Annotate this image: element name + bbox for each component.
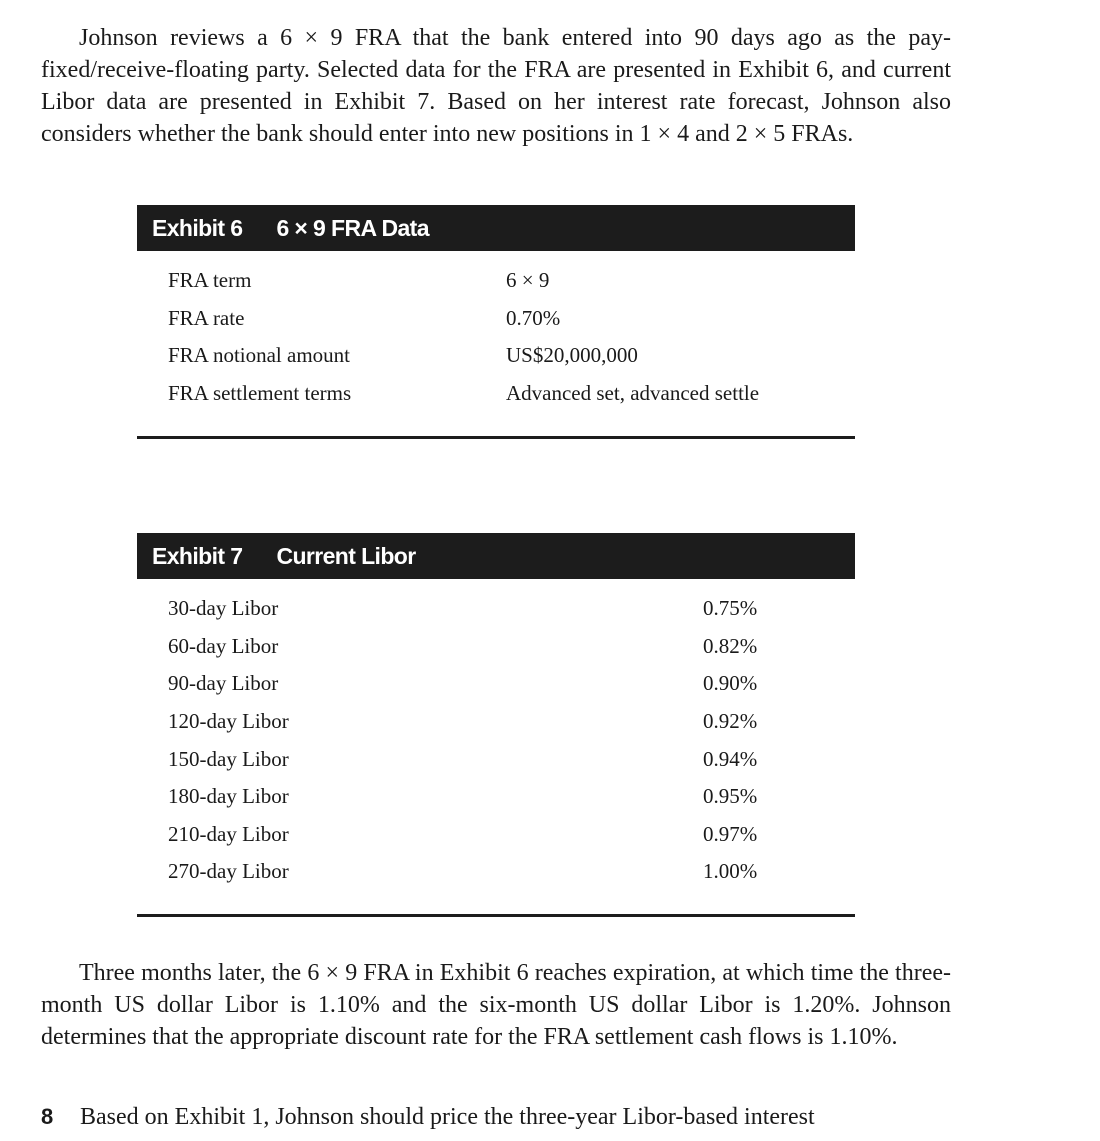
row-value: 0.97% — [703, 821, 758, 846]
table-row — [137, 300, 855, 338]
table-row — [137, 590, 855, 628]
row-label: 150-day Libor — [168, 746, 289, 771]
table-row — [137, 337, 855, 375]
row-value: 6 × 9 — [506, 268, 550, 293]
table-row — [137, 778, 855, 816]
row-value: US$20,000,000 — [506, 343, 638, 368]
row-label: 210-day Libor — [168, 821, 289, 846]
exhibit-6-table — [137, 205, 855, 412]
row-label: 120-day Libor — [168, 709, 289, 734]
row-label: 180-day Libor — [168, 784, 289, 809]
table-row — [137, 262, 855, 300]
intro-paragraph-text: Johnson reviews a 6 × 9 FRA that the bank entered into 90 days ago as the pay-fixed/receive-floating party. Selected data for the FRA are presented in Exhibit 6, and current Libor data are presented in Exhibit 7. Based on her interest rate forecast, Johnson also considers whether the bank should enter into new positions in 1 × 4 and 2 × 5 FRAs. — [41, 25, 951, 147]
row-label: 30-day Libor — [168, 596, 279, 621]
row-value: 0.90% — [703, 671, 758, 696]
table-row — [137, 740, 855, 778]
row-label: 90-day Libor — [168, 671, 279, 696]
exhibit-7-title: Current Libor — [276, 542, 416, 569]
row-value: Advanced set, advanced settle — [506, 381, 760, 406]
row-label: FRA notional amount — [168, 343, 351, 368]
exhibit-6-title: 6 × 9 FRA Data — [276, 214, 429, 241]
table-row — [137, 703, 855, 741]
question-text: Based on Exhibit 1, Johnson should price the three-year Libor-based interest — [80, 1104, 815, 1130]
exhibit-6-bottom-rule — [137, 436, 855, 439]
row-label: FRA term — [168, 268, 252, 293]
row-label: FRA settlement terms — [168, 381, 352, 406]
followup-paragraph-text: Three months later, the 6 × 9 FRA in Exhibit 6 reaches expiration, at which time the three-month US dollar Libor is 1.10% and the six-month US dollar Libor is 1.20%. Johnson determines that the appropriate discount rate for the FRA settlement cash flows is 1.10%. — [41, 960, 951, 1050]
table-row — [137, 853, 855, 891]
row-value: 0.75% — [703, 596, 758, 621]
exhibit-7-table — [137, 533, 855, 891]
exhibit-7-bottom-rule — [137, 914, 855, 917]
row-value: 0.82% — [703, 633, 758, 658]
table-row — [137, 375, 855, 413]
exhibit-6-rows — [137, 251, 855, 412]
table-row — [137, 816, 855, 854]
exhibit-7-rows — [137, 579, 855, 891]
row-label: 270-day Libor — [168, 859, 289, 884]
table-row — [137, 665, 855, 703]
row-value: 0.95% — [703, 784, 758, 809]
exhibit-7-number: Exhibit 7 — [152, 542, 243, 569]
question-8 — [41, 1101, 815, 1133]
exhibit-7-header — [137, 533, 855, 579]
row-value: 1.00% — [703, 859, 758, 884]
row-value: 0.70% — [506, 305, 561, 330]
question-number: 8 — [41, 1104, 54, 1129]
intro-paragraph — [41, 22, 951, 150]
row-label: 60-day Libor — [168, 633, 279, 658]
exhibit-6-header — [137, 205, 855, 251]
row-value: 0.94% — [703, 746, 758, 771]
followup-paragraph — [41, 957, 951, 1053]
exhibit-6-number: Exhibit 6 — [152, 214, 243, 241]
row-label: FRA rate — [168, 305, 245, 330]
row-value: 0.92% — [703, 709, 758, 734]
table-row — [137, 628, 855, 666]
